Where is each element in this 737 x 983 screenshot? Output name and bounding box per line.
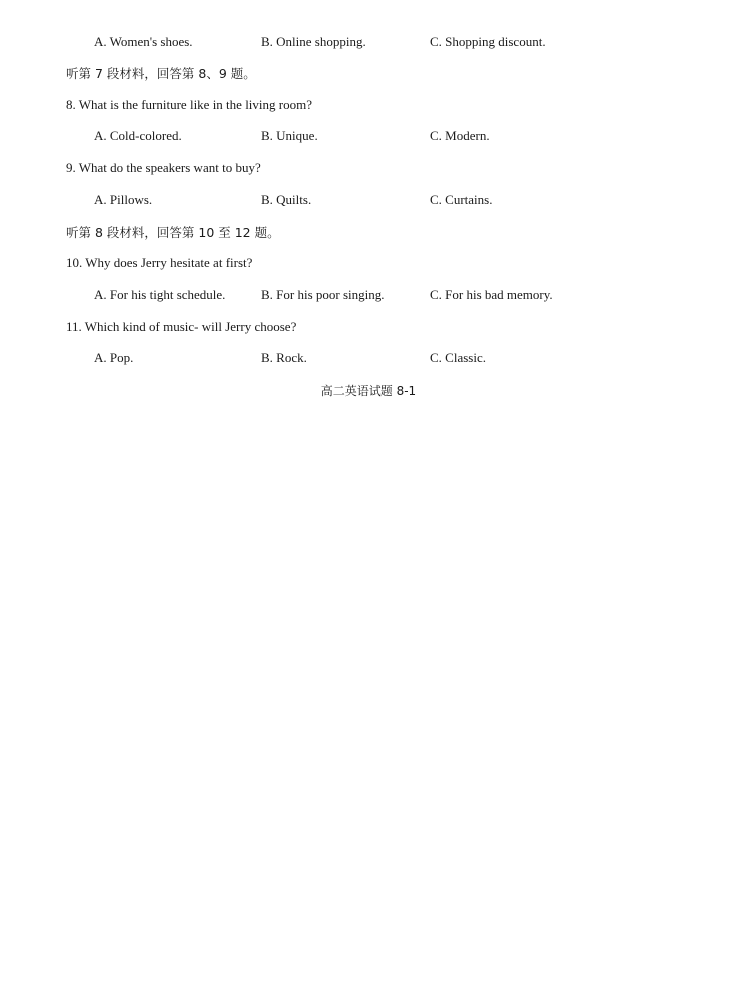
q10-option-b: B. For his poor singing. [261,287,385,302]
page-footer: 高二英语试题 8-1 [320,384,417,398]
q7-option-c: C. Shopping discount. [430,34,546,49]
listening-instruction-7: 听第 7 段材料，回答第 8、9 题。 [66,66,256,81]
q8-option-b: B. Unique. [261,128,318,143]
q7-option-a: A. Women's shoes. [94,34,193,49]
question-9: 9. What do the speakers want to buy? [66,160,261,175]
question-8: 8. What is the furniture like in the living room? [66,97,312,112]
question-11: 11. Which kind of music- will Jerry choose? [66,319,297,334]
q7-option-b: B. Online shopping. [261,34,366,49]
q10-option-a: A. For his tight schedule. [94,287,226,302]
listening-instruction-8: 听第 8 段材料，回答第 10 至 12 题。 [66,225,280,240]
q11-option-a: A. Pop. [94,350,134,365]
q9-option-b: B. Quilts. [261,192,312,207]
q8-option-a: A. Cold-colored. [94,128,182,143]
q10-option-c: C. For his bad memory. [430,287,553,302]
q8-option-c: C. Modern. [430,128,490,143]
q11-option-c: C. Classic. [430,350,486,365]
question-10: 10. Why does Jerry hesitate at first? [66,255,253,270]
q9-option-a: A. Pillows. [94,192,153,207]
q9-option-c: C. Curtains. [430,192,493,207]
q11-option-b: B. Rock. [261,350,307,365]
